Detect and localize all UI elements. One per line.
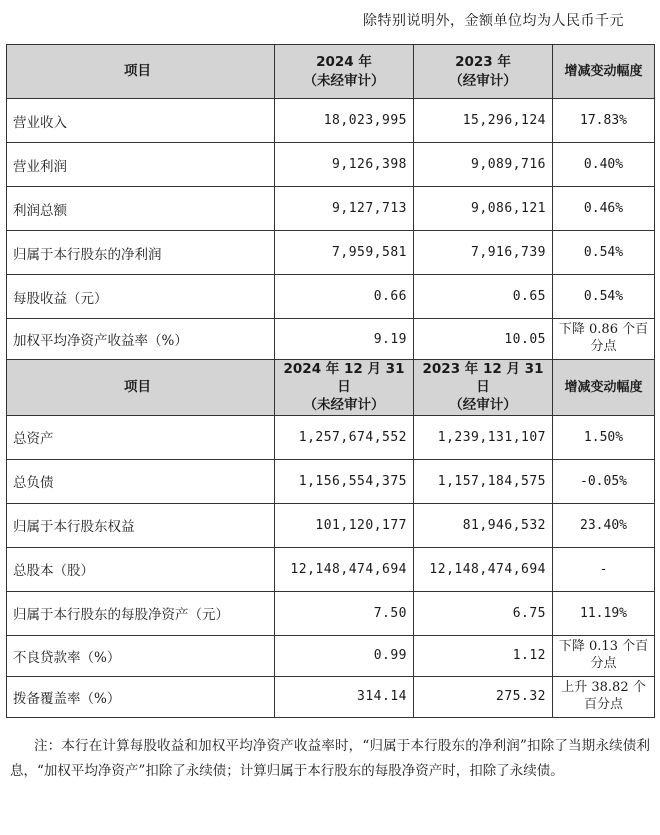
financial-summary-table: [6, 44, 655, 718]
row-name: 归属于本行股东的每股净资产（元）: [7, 591, 275, 635]
value-2023: 0.65: [414, 275, 553, 319]
header-2024-audit: （未经审计）: [303, 397, 385, 414]
value-change: 17.83%: [553, 99, 655, 143]
row-name: 总资产: [7, 415, 275, 459]
value-change: 0.46%: [553, 187, 655, 231]
table-row: [7, 187, 655, 231]
value-2024: 101,120,177: [275, 503, 414, 547]
value-change: 0.40%: [553, 143, 655, 187]
value-2023: 6.75: [414, 591, 553, 635]
table-row: [7, 459, 655, 503]
row-name: 不良贷款率（%）: [7, 635, 275, 676]
header-2024: [275, 45, 414, 99]
header-2023: [414, 45, 553, 99]
table-row: [7, 319, 655, 360]
header-item: 项目: [7, 45, 275, 99]
value-change: 0.54%: [553, 231, 655, 275]
value-2023: 1,239,131,107: [414, 415, 553, 459]
value-2024: 12,148,474,694: [275, 547, 414, 591]
row-name: 总股本（股）: [7, 547, 275, 591]
value-2023: 7,916,739: [414, 231, 553, 275]
value-2024: 1,257,674,552: [275, 415, 414, 459]
value-2024: 7.50: [275, 591, 414, 635]
value-2023: 9,086,121: [414, 187, 553, 231]
unit-note: 除特别说明外，金额单位均为人民币千元: [363, 13, 624, 29]
value-change: 下降 0.13 个百分点: [553, 635, 655, 676]
header-2023-year: 2023 年: [455, 54, 511, 71]
value-2024: 9,127,713: [275, 187, 414, 231]
table-row: [7, 547, 655, 591]
value-2023: 1,157,184,575: [414, 459, 553, 503]
value-change: 23.40%: [553, 503, 655, 547]
value-change: -0.05%: [553, 459, 655, 503]
header-change: 增减变动幅度: [553, 45, 655, 99]
table-row: [7, 635, 655, 676]
header-2024-year: 2024 年: [316, 54, 372, 71]
value-2023: 1.12: [414, 635, 553, 676]
value-2024: 0.66: [275, 275, 414, 319]
table-row: [7, 275, 655, 319]
table-row: [7, 503, 655, 547]
value-2024: 0.99: [275, 635, 414, 676]
table-row: [7, 676, 655, 717]
value-2024: 7,959,581: [275, 231, 414, 275]
value-2024: 314.14: [275, 676, 414, 717]
value-2023: 12,148,474,694: [414, 547, 553, 591]
row-name: 营业收入: [7, 99, 275, 143]
value-change: 1.50%: [553, 415, 655, 459]
value-2024: 1,156,554,375: [275, 459, 414, 503]
table-row: [7, 99, 655, 143]
row-name: 总负债: [7, 459, 275, 503]
row-name: 营业利润: [7, 143, 275, 187]
value-change: 11.19%: [553, 591, 655, 635]
value-2024: 9,126,398: [275, 143, 414, 187]
table-row: [7, 231, 655, 275]
footnote: 注：本行在计算每股收益和加权平均净资产收益率时，“归属于本行股东的净利润”扣除了当期永续债利息，“加权平均净资产”扣除了永续债；计算归属于本行股东的每股净资产时，扣除了永续债。: [10, 738, 650, 779]
header-item: 项目: [7, 360, 275, 416]
row-name: 归属于本行股东的净利润: [7, 231, 275, 275]
header-2023-12-31: [414, 360, 553, 416]
header-2023-audit: （经审计）: [449, 397, 517, 414]
row-name: 归属于本行股东权益: [7, 503, 275, 547]
row-name: 利润总额: [7, 187, 275, 231]
value-2024: 9.19: [275, 319, 414, 360]
table2-header-row: [7, 360, 655, 416]
value-change: 上升 38.82 个百分点: [553, 676, 655, 717]
table-row: [7, 591, 655, 635]
table1-header-row: [7, 45, 655, 99]
header-2023-date: 2023 年 12 月 31 日: [422, 361, 544, 396]
value-2023: 10.05: [414, 319, 553, 360]
value-2023: 15,296,124: [414, 99, 553, 143]
value-change: -: [553, 547, 655, 591]
value-2023: 275.32: [414, 676, 553, 717]
table-row: [7, 143, 655, 187]
header-change: 增减变动幅度: [553, 360, 655, 416]
value-change: 0.54%: [553, 275, 655, 319]
value-2023: 9,089,716: [414, 143, 553, 187]
row-name: 拨备覆盖率（%）: [7, 676, 275, 717]
value-2024: 18,023,995: [275, 99, 414, 143]
row-name: 加权平均净资产收益率（%）: [7, 319, 275, 360]
table-row: [7, 415, 655, 459]
value-2023: 81,946,532: [414, 503, 553, 547]
header-2024-audit: （未经审计）: [303, 72, 385, 89]
row-name: 每股收益（元）: [7, 275, 275, 319]
header-2023-audit: （经审计）: [449, 72, 517, 89]
value-change: 下降 0.86 个百分点: [553, 319, 655, 360]
header-2024-12-31: [275, 360, 414, 416]
header-2024-date: 2024 年 12 月 31 日: [283, 361, 405, 396]
